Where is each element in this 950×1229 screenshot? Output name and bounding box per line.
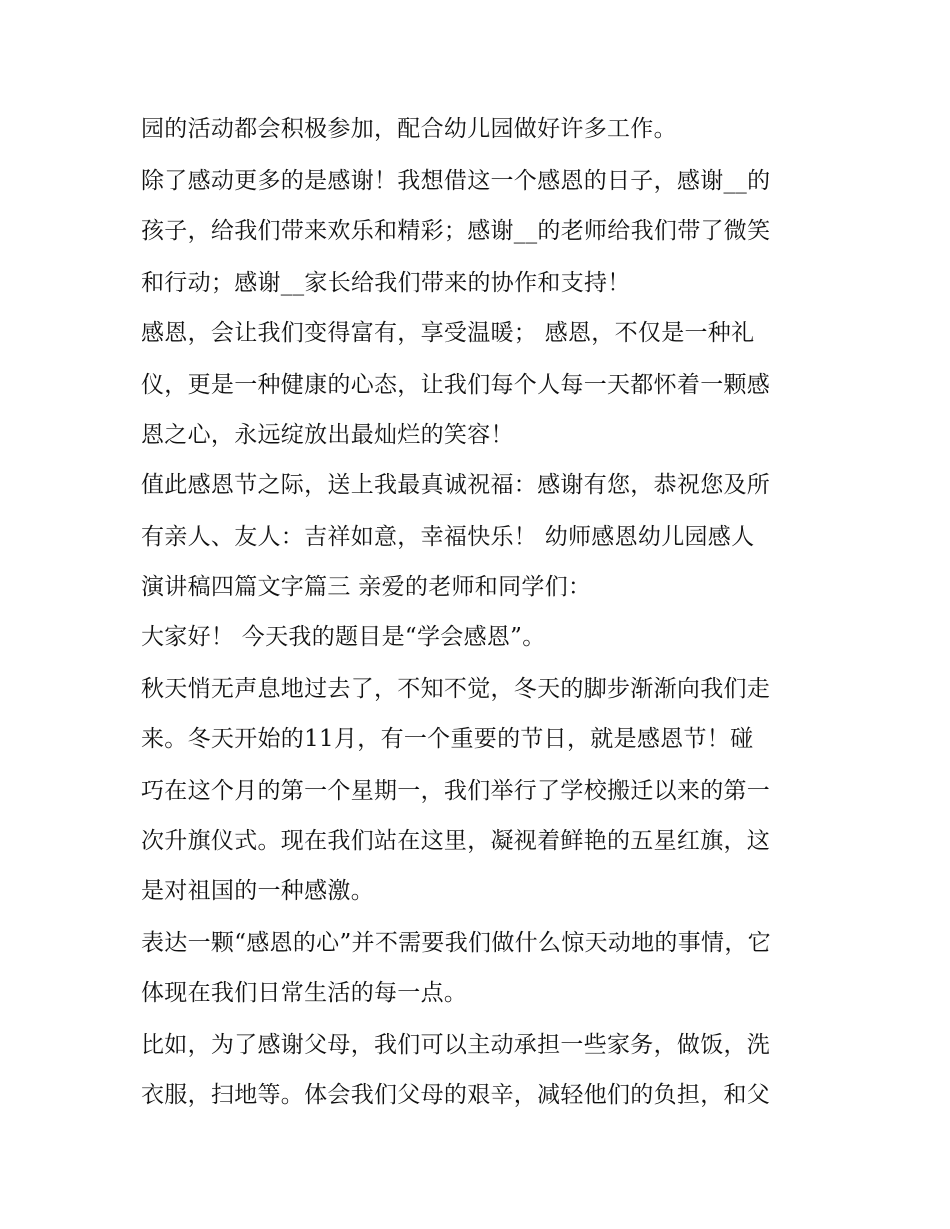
text-line: 大家好！ 今天我的题目是“学会感恩”。 bbox=[141, 624, 546, 650]
text-line: 和行动；感谢__家长给我们带来的协作和支持！ bbox=[141, 270, 631, 296]
text-line: 值此感恩节之际，送上我最真诚祝福：感谢有您，恭祝您及所 bbox=[141, 472, 771, 498]
text-line: 有亲人、友人：吉祥如意，幸福快乐！ 幼师感恩幼儿园感人 bbox=[141, 524, 755, 550]
text-line: 演讲稿四篇文字篇三 亲爱的老师和同学们： bbox=[141, 574, 592, 600]
text-line: 体现在我们日常生活的每一点。 bbox=[141, 980, 468, 1006]
text-line: 来。冬天开始的11月，有一个重要的节日，就是感恩节！碰 bbox=[141, 726, 754, 752]
text-line: 秋天悄无声息地过去了，不知不觉，冬天的脚步渐渐向我们走 bbox=[141, 676, 771, 702]
text-line: 仪，更是一种健康的心态，让我们每个人每一天都怀着一颗感 bbox=[141, 372, 771, 398]
text-line: 园的活动都会积极参加，配合幼儿园做好许多工作。 bbox=[141, 116, 677, 142]
text-line: 除了感动更多的是感谢！我想借这一个感恩的日子，感谢__的 bbox=[141, 168, 771, 194]
text-line: 恩之心，永远绽放出最灿烂的笑容！ bbox=[141, 422, 514, 448]
text-line: 表达一颗“感恩的心”并不需要我们做什么惊天动地的事情，它 bbox=[141, 930, 771, 956]
text-line: 感恩，会让我们变得富有，享受温暖； 感恩，不仅是一种礼 bbox=[141, 320, 755, 346]
text-line: 孩子，给我们带来欢乐和精彩；感谢__的老师给我们带了微笑 bbox=[141, 218, 771, 244]
text-line: 是对祖国的一种感激。 bbox=[141, 878, 374, 904]
text-line: 衣服，扫地等。体会我们父母的艰辛，减轻他们的负担，和父 bbox=[141, 1082, 771, 1108]
text-line: 巧在这个月的第一个星期一，我们举行了学校搬迁以来的第一 bbox=[141, 778, 771, 804]
text-line: 次升旗仪式。现在我们站在这里，凝视着鲜艳的五星红旗，这 bbox=[141, 828, 771, 854]
text-line: 比如，为了感谢父母，我们可以主动承担一些家务，做饭，洗 bbox=[141, 1032, 771, 1058]
